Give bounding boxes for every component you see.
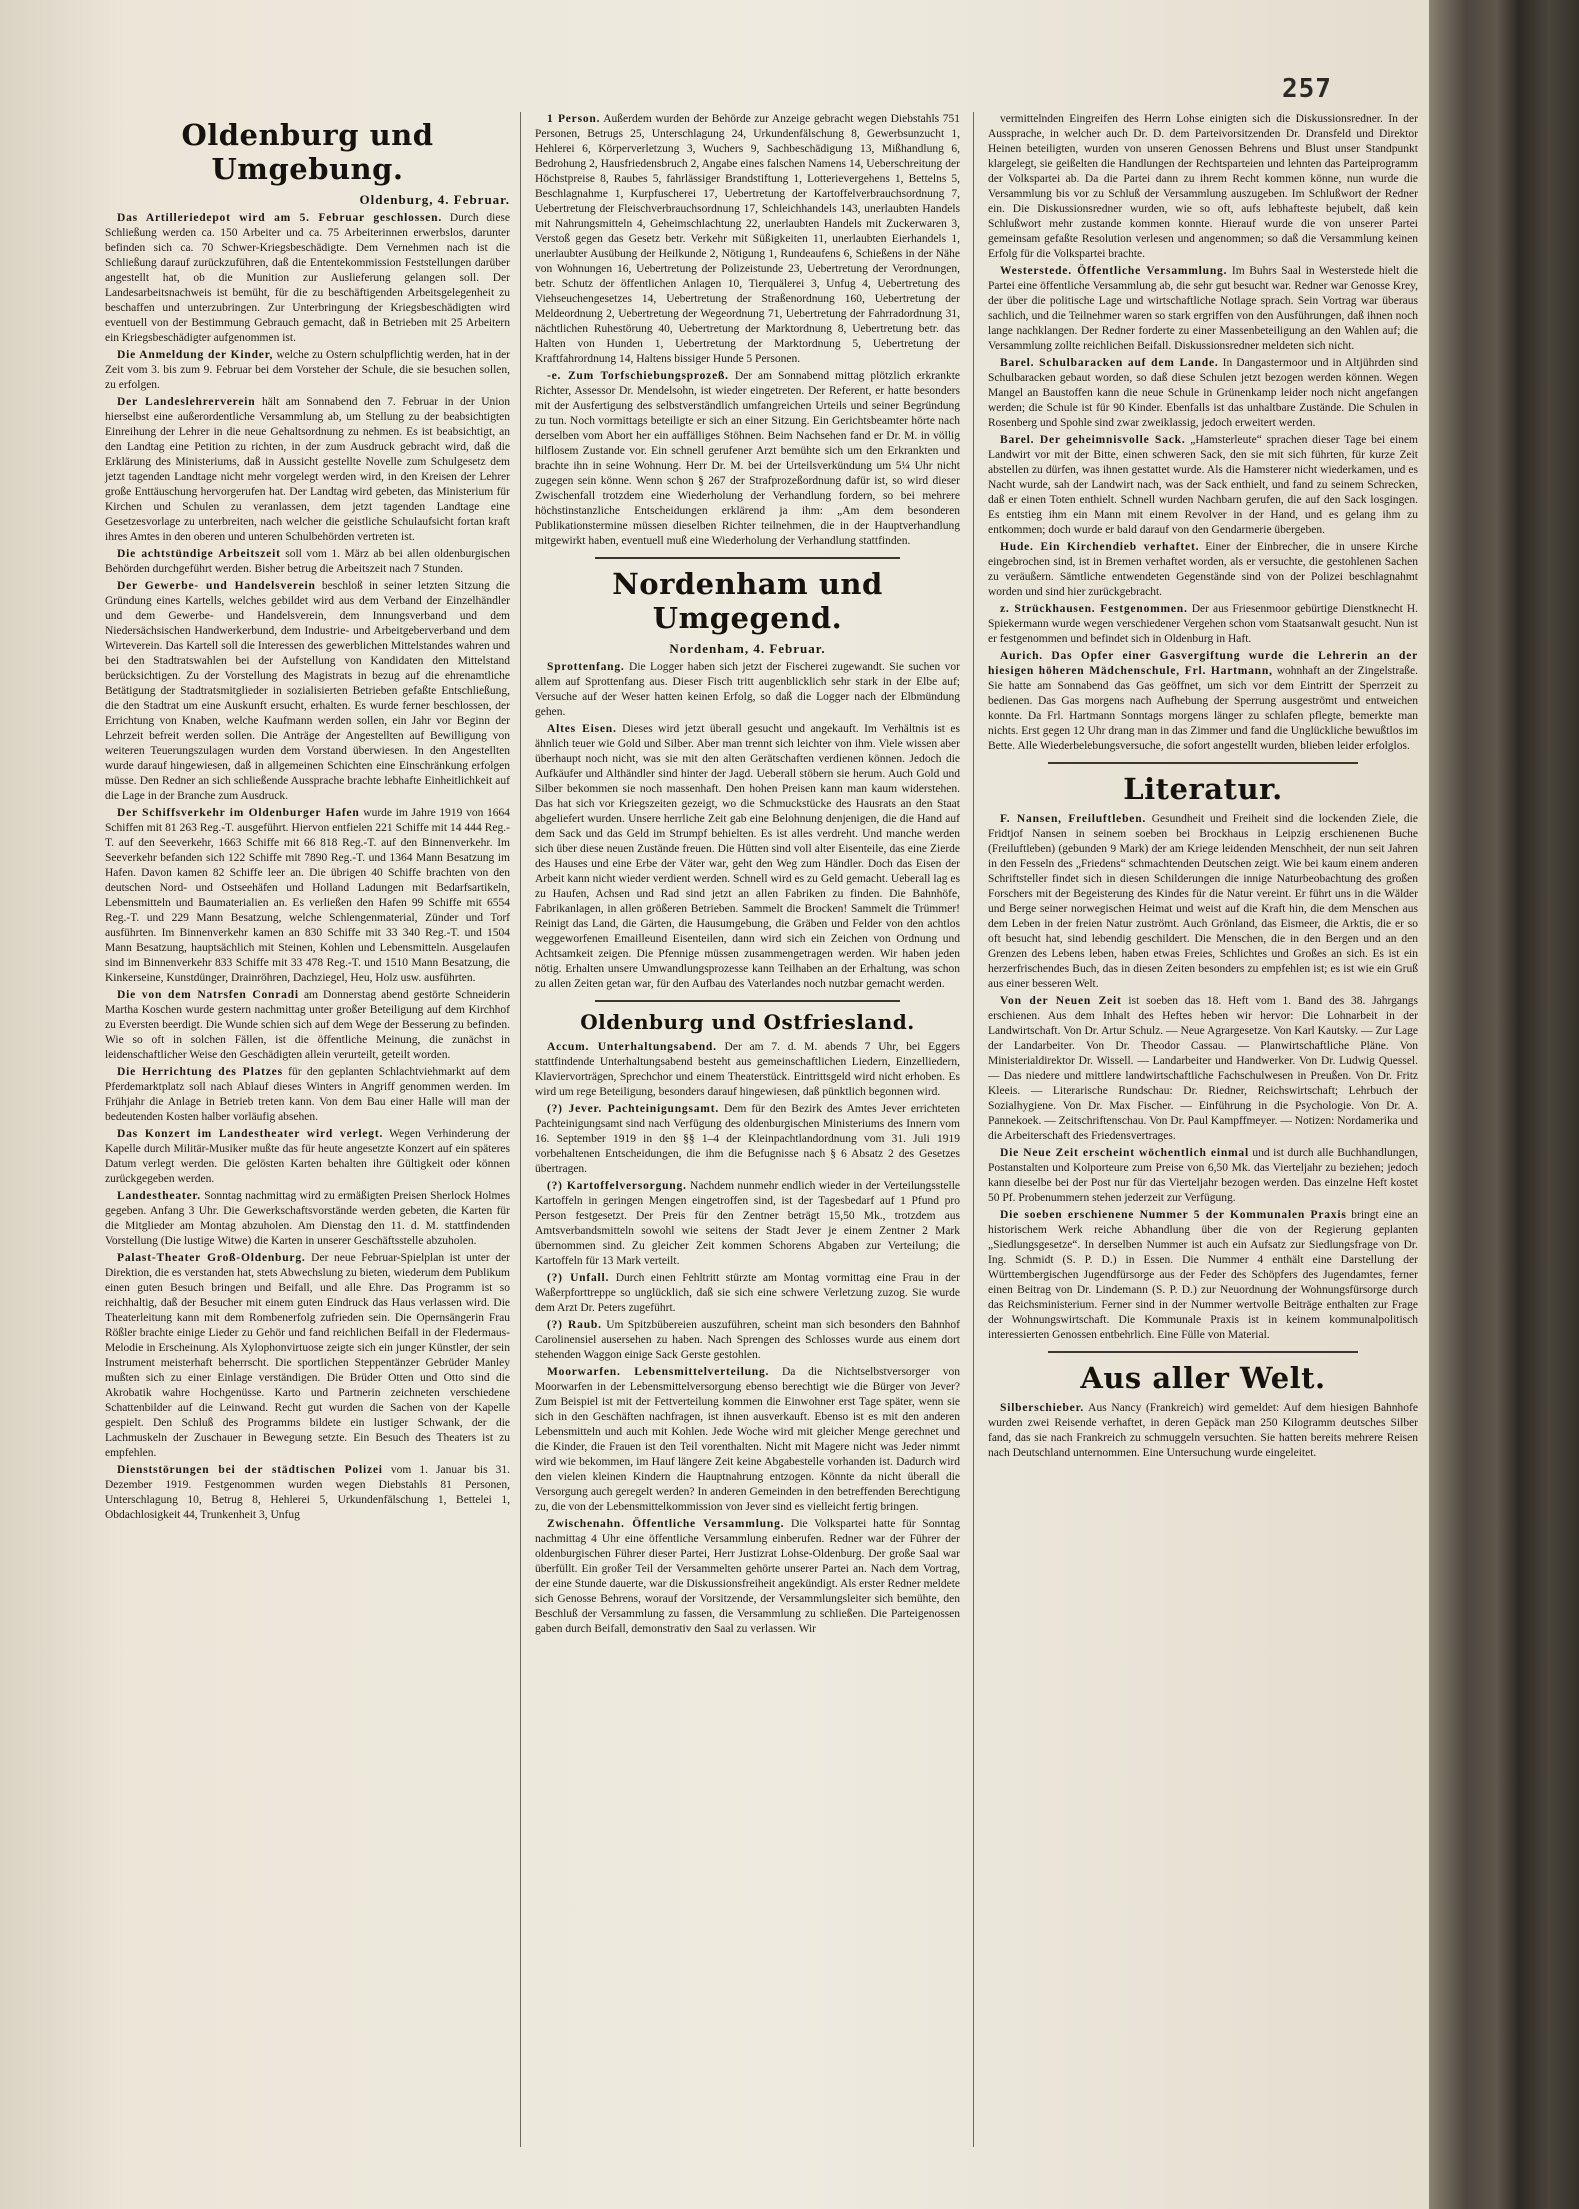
article-text: Im Buhrs Saal in Westerstede hielt die Partei eine öffentliche Versammlung ab, die sehr gut besucht war. Redner war Genosse Krey, der über die politische Lage und wirtschaftliche Notlage sprach. Sein Vortrag war überaus sachlich, und die Teilnehmer waren so stark ergriffen von den Ausführungen, daß ihnen noch lange nachklangen. Der Redner forderte zu einer Massenbeteiligung an den Wahlen auf; die Versammlung zollte reichlichen Beifall. Diskussionsredner meldeten sich nicht. — [988, 265, 1419, 352]
article-paragraph — [535, 369, 960, 549]
book-binding — [1429, 0, 1579, 2209]
article-paragraph — [105, 1189, 510, 1249]
article-paragraph — [535, 1040, 960, 1100]
column-left — [105, 112, 510, 1525]
article-paragraph — [535, 1517, 960, 1637]
article-paragraph — [105, 806, 510, 986]
article-lead: Landestheater. — [117, 1190, 201, 1202]
article-text: bringt eine an historischem Werk reiche Abhandlung über die von der Regierung geplanten „Siedlungsgesetze“. In derselben Nummer ist auch ein Aufsatz zur Siedlungsfrage von Dr. Ing. Schmidt (S. P. D.) in Essen. Die Nummer 4 enthält eine Darstellung der Württembergischen Jugendfürsorge aus der Feder des Schöpfers des Jugendamtes, ferner einen Beitrag von Dr. Lindemann (S. P. D.) zur Neuordnung der Wohnungsfürsorge durch das Reichsministerium. Ferner sind in der Nummer wertvolle Beiträge enthalten zur Frage der Wohnungswirtschaft. Die Kommunale Praxis ist in keinem kommunalpolitisch interessierten Genossen entbehrlich. Eine Fülle von Material. — [988, 1209, 1418, 1341]
article-text: Außerdem wurden der Behörde zur Anzeige gebracht wegen Diebstahls 751 Personen, Betrugs 25, Unterschlagung 24, Urkundenfälschung 8, Gewerbsunzucht 1, Hehlerei 6, Körperverletzung 3, Wuchers 9, Sachbeschädigung 13, Mißhandlung 6, Bedrohung 2, Hausfriedensbruch 2, Angabe eines falschen Namens 14, Ueberschreitung der Höchstpreise 8, Raubes 5, fahrlässiger Brandstiftung 1, Lotterievergehens 1, Bettelns 5, Beschlagnahme 1, Kurpfuscherei 17, Uebertretung der Kartoffelverbrauchsordnung 7, Uebertretung der Fleischverbrauchsordnung 17, Schleichhandels 143, unerlaubten Handels mit Nahrungsmitteln 4, Geheimschlachtung 22, unerlaubten Handels mit Zuckerwaren 3, Verstoß gegen das Gesetz betr. Verkehr mit Süßigkeiten 11, unerlaubten Eierhandels 1, unerlaubter Ausübung der Heilkunde 2, Nötigung 1, Rundeaufens 6, Schießens in der Nähe von Wohnungen 16, Uebertretung der Polizeistunde 23, Uebertretung der Verordnungen, betr. Schutz der öffentlichen Anlagen 10, Tierquälerei 3, Unfug 4, Uebertretung des Viehseuchengesetzes 14, Uebertretung der Straßenordnung 160, Uebertretung der Meldeordnung 2, Uebertretung der Wegeordnung 71, Uebertretung der Fahrradordnung 31, nächtlichen Ruhestörung 40, Uebertretung der Marktordnung 8, Uebertretung betr. das Halten von Hunden 1, Uebertretung der Marktordnung 5, Uebertretung der Kraftfahrordnung 14, Haltens bissiger Hunde 5 Personen. — [535, 113, 960, 365]
article-lead: Die soeben erschienene Nummer 5 der Kommunalen Praxis — [1000, 1209, 1347, 1221]
article-text: In Dangastermoor und in Altjührden sind Schulbaracken gebaut worden, so daß diese Schulen jetzt bezogen werden können. Wegen Mangel an Baustoffen kann die neue Schule in Grünenkamp leider noch nicht angefangen werden; die Schule ist für 90 Kinder. Ebenfalls ist das unhaltbare Zustände. Die Schulen in Rosenberg und Spohle sind zwar zweiklassig, jedoch erweitert werden. — [988, 357, 1419, 429]
article-text: Gesundheit und Freiheit sind die lockenden Ziele, die Fridtjof Nansen in seinem soeben bei Brockhaus in Leipzig erschienenen Buche (Freiluftleben) (gebunden 9 Mark) der am Kriege leidenden Menschheit, der nun seit Jahren in den Fesseln des „Friedens“ schmachtenden Deutschen zeigt. Wie bei kaum einem anderen Schriftsteller findet sich in diesen Schilderungen die innige Naturbeobachtung des großen Forschers mit der Begeisterung des Kindes für die Natur vereint. Er führt uns in die Wälder und Berge seiner norwegischen Heimat und weist auf die Kraft hin, die dem Menschen aus dem Leben in der freien Natur zuströmt. Auch Grönland, das Eismeer, die Arktis, die er so oft besucht hat, sind lebendig geschildert. Die Menschen, die in den Bergen und an den Grenzen des Lebens leben, haben etwas Freies, Schlichtes und Großes an sich. Es ist ein herzerfrischendes Buch, das in diesen Zeiten besonders zu empfehlen ist; es ist wie ein Gruß aus einer besseren Welt. — [988, 813, 1418, 990]
article-lead: (?) Unfall. — [547, 1272, 610, 1284]
article-lead: Barel. Schulbaracken auf dem Lande. — [1000, 357, 1219, 369]
article-paragraph — [988, 994, 1418, 1144]
article-lead: Westerstede. Öffentliche Versammlung. — [1000, 265, 1228, 277]
section-heading: Literatur. — [1123, 772, 1283, 806]
article-paragraph — [535, 1179, 960, 1269]
divider — [595, 1000, 900, 1002]
article-paragraph — [105, 348, 510, 393]
article-lead: Zwischenahn. Öffentliche Versammlung. — [547, 1518, 785, 1530]
article-lead: (?) Kartoffelversorgung. — [547, 1180, 687, 1192]
article-list — [535, 1040, 960, 1637]
article-lead: 1 Person. — [547, 113, 601, 125]
column-middle — [535, 112, 960, 1639]
dateline: Oldenburg, 4. Februar. — [359, 192, 510, 207]
newspaper-page — [95, 70, 1445, 2190]
article-lead: Die Herrichtung des Platzes — [117, 1066, 283, 1078]
article-lead: Von der Neuen Zeit — [1000, 995, 1122, 1007]
article-text: Einer der Einbrecher, die in unsere Kirche eingebrochen sind, ist in Bremen verhaftet worden, als er versuchte, die gestohlenen Sachen zu veräußern. Sämtliche entwendeten Gegenstände sind von der Polizei beschlagnahmt worden und sind hier zurückgebracht. — [988, 541, 1419, 598]
article-lead: Das Artilleriedepot wird am 5. Februar geschlossen. — [117, 212, 443, 224]
article-lead: Sprottenfang. — [547, 661, 625, 673]
article-list — [988, 812, 1418, 1343]
article-paragraph — [988, 649, 1418, 754]
article-lead: Aurich. Das Opfer einer Gasvergiftung wurde die Lehrerin an der hiesigen höheren Mädchenschule, Frl. Hartmann, — [988, 650, 1418, 677]
article-text: Die Volkspartei hatte für Sonntag nachmittag 4 Uhr eine öffentliche Versammlung einberufen. Redner war der Führer der oldenburgischen Führer dieser Partei, Herr Justizrat Lohse-Oldenburg. Der große Saal war überfüllt. Ein großer Teil der Versammelten gehörte unserer Partei an. Nach dem Vortrag, der eine Stunde dauerte, war die Diskussionsfreiheit angekündigt. Als erster Redner meldete sich Genosse Behrens, worauf der Vorsitzende, der Versammlungsleiter sich bemühte, den Beschluß der Versammlung zu fassen, die Versammlung zu schließen. Die Parteigenossen gaben durch Beifall, demonstrativ den Saal zu verlassen. Wir — [535, 1518, 960, 1635]
article-paragraph — [535, 1318, 960, 1363]
article-lead: (?) Raub. — [547, 1319, 602, 1331]
article-lead: F. Nansen, Freiluftleben. — [1000, 813, 1147, 825]
article-text: Durch diese Schließung werden ca. 150 Arbeiter und ca. 75 Arbeiterinnen erwerbslos, darunter befinden sich ca. 70 Schwer-Kriegsbeschädigte. Dem Vernehmen nach ist die Schließung darauf zurückzuführen, daß die Ententekommission Feststellungen darüber angestellt hat, ob die Munition zur Auslieferung gelangen soll. Der Landesarbeitsnachweis ist bemüht, für die zu beschäftigenden Arbeitsgelegenheit zu beschaffen und unterzubringen. Zur Unterbringung der Kriegsbeschädigten wird eventuell von der Bestimmung Gebrauch gemacht, daß in Betrieben mit 25 Arbeitern ein Kriegsbeschädigter aufgenommen ist. — [105, 212, 511, 344]
article-text: vermittelnden Eingreifen des Herrn Lohse einigten sich die Diskussionsredner. In der Aussprache, in welcher auch Dr. D. dem Parteivorsitzenden Dr. Dransfeld und Direktor Heinen beteiligten, wurden von unseren Genossen Behrens und Blust unser Standpunkt klargelegt, sie geißelten die Handlungen der Rechtsparteien und lehnten das Parteiprogramm der Volkspartei ab. Da die Partei dann zu ihrem Recht kommen könne, nun wurde die Versammlung bis vor zu Schluß der Versammlung auszugeben. Im Schlußwort der Redner ein. Die Diskussionsredner wurden, wie so oft, aufs lebhafteste bejubelt, daß kein Schlußwort mehr zustande kommen konnte. Hierauf wurde die von unserer Partei gemeinsam gefaßte Resolution verlesen und angenommen; so daß die Versammlung keinen Erfolg für die Volkspartei brachte. — [988, 113, 1418, 260]
article-lead: Der Gewerbe- und Handelsverein — [117, 580, 316, 592]
divider — [1048, 1351, 1358, 1353]
article-text: Die Logger haben sich jetzt der Fischerei zugewandt. Sie suchen vor allem auf Sprottenfang aus. Dieser Fisch tritt augenblicklich sehr stark in der Elbe auf; Versuche auf der Weser hatten keinen Erfolg, so daß die Logger nach der Elbmündung gehen. — [535, 661, 961, 718]
article-lead: Das Konzert im Landestheater wird verlegt. — [117, 1128, 384, 1140]
article-list — [535, 660, 960, 992]
article-paragraph — [105, 988, 510, 1063]
article-paragraph — [988, 540, 1418, 600]
article-list — [988, 1401, 1418, 1461]
article-paragraph — [988, 112, 1418, 262]
article-text: Um Spitzbübereien auszuführen, scheint man sich besonders den Bahnhof Carolinensiel ausersehen zu haben. Nach Sprengen des Schlosses wurde aus einem dort stehenden Waggon einige Sack Gerste gestohlen. — [535, 1319, 960, 1361]
article-paragraph — [535, 1102, 960, 1177]
article-paragraph — [535, 660, 960, 720]
section-heading: Oldenburg und Ostfriesland. — [580, 1010, 915, 1034]
article-text: wurde im Jahre 1919 von 1664 Schiffen mit 81 263 Reg.-T. ausgeführt. Hiervon entfielen 221 Schiffe mit 14 444 Reg.-T. auf den Seeverkehr, 1663 Schiffe mit 66 818 Reg.-T. auf den Binnenverkehr. Im Seeverkehr befanden sich 122 Schiffe mit 7890 Reg.-T. und 1364 Mann Besatzung im Hafen. Davon kamen 82 Schiffe leer an. Die übrigen 40 Schiffe brachten von den deutschen Nord- und Ostseehäfen und Holland Ladungen mit Bedarfsartikeln, Lebensmitteln und Baumaterialien an. Es verließen den Hafen 99 Schiffe mit 6554 Reg.-T. und 229 Mann Besatzung, welche Schlengenmaterial, Zünder und Torf ausführten. Im Binnenverkehr kamen an 830 Schiffe mit 33 340 Reg.-T. und 1504 Mann Besatzung, hauptsächlich mit Steinen, Kohlen und Lebensmitteln. Ausgelaufen sind im Binnenverkehr 833 Schiffe mit 33 478 Reg.-T. und 1510 Mann Besatzung, die Kinkerseine, Kunstdünger, Drainröhren, Dachziegel, Heu, Holz usw. ausführten. — [105, 807, 511, 984]
article-lead: Der Landeslehrerverein — [117, 396, 256, 408]
article-paragraph — [105, 1251, 510, 1461]
article-text: Dieses wird jetzt überall gesucht und angekauft. Im Verhältnis ist es ähnlich teuer wie Gold und Silber. Aber man trennt sich leichter von ihm. Viele wissen aber überhaupt noch nicht, was sie mit den alten Gerätschaften verdienen können. Jedoch die Aufkäufer und Althändler sind hinter der Jagd. Ueberall stöbern sie herum. Auch Gold und Silber bekommen sie noch massenhaft. Den hohen Preisen kann man kaum widerstehen. Das hat sich vor Kriegszeiten gezeigt, wo die Schmuckstücke des Hausrats an den Staat abgeliefert wurden. Unsere herrliche Zeit gab eine Belohnung denjenigen, die die Hand auf dem Sack und das Geld im Strumpf behielten. Es ist alles verdreht. Und manche werden sich über diese neuen Zustände freuen. Die Hütten sind voll alter Eisenteile, das eine Zierde des Hauses und eine Erbe der Väter war, geht den Weg zum Händler. Doch das Eisen der Arbeit kann nicht wieder verdient werden. Schnell wird es zu Geld gemacht. Ueberall lag es zu Haufen, Achsen und Rad sind jetzt an allen Fabriken zu finden. Die Bahnhöfe, Fabrikanlagen, in allen größeren Betrieben. Sammelt die Brocken! Sammelt die Trümmer! Reinigt das Land, die Gärten, die Hausumgebung, die Gräben und Felder von den achtlos weggeworfenen Emailleund Eisenteilen, dann wird sich ein Zeichen von Ordnung und Achtsamkeit zeigen. Die Pfennige müssen zusammengetragen werden. Wir haben jeden nötig. Erhalten unsere Umwandlungsprozesse kann Teilhaben an der Erhaltung, was schon zu allen Zeiten getan war, für den Aufbau des Vaterlandes noch nutzbar gemacht werden. — [535, 723, 960, 990]
article-list — [535, 112, 960, 549]
article-text: Der am Sonnabend mittag plötzlich erkrankte Richter, Assessor Dr. Mendelsohn, ist wieder eingetreten. Der Referent, er hatte besonders mit der Ausfertigung des selbstverständlich umfangreichen Urteils und seiner Begründung zu tun. Noch vormittags beteiligte er sich an einer Sitzung. Ein Gerichtsbeamter hörte nach derselben vom Abort her ein auffälliges Stöhnen. Beim Nachsehen fand er Dr. M. in völlig hilflosem Zustande vor. Ein schnell gerufener Arzt bemühte sich um den Erkrankten und brachte ihn in seine Wohnung. Herr Dr. M. bei der Urteilsverkündung um 5¼ Uhr nicht zugegen sein könne. Wenn schon § 267 der Strafprozeßordnung dafür ist, so wird dieser Zwischenfall trotzdem eine Wiederholung der Verhandlung fordern, so bei mehrere höchstinstanzliche Entscheidungen erklärend ja ihm: „Am dem besonderen Publikationstermine müssen dieselben Richter teilnehmen, die in der Hauptverhandlung mitgewirkt haben, eventuell muß eine Wiederholung der Verhandlung stattfinden. — [535, 370, 960, 547]
article-paragraph — [535, 1365, 960, 1515]
article-lead: Altes Eisen. — [547, 723, 617, 735]
article-paragraph — [105, 395, 510, 545]
article-text: wohnhaft an der Zingelstraße. Sie hatte am Sonnabend das Gas geöffnet, um sich vor dem Eintritt der Sperrzeit zu bedienen. Das Gas morgens nach Aufhebung der Sperrung ausgeströmt und entweichen konnte. Da Frl. Hartmann Sonntags morgens länger zu schlafen pflegte, bemerkte man nichts. Erst gegen 12 Uhr drang man in das Zimmer und fand die Unglückliche bewußtlos im Bette. Alle Wiederbelebungsversuche, die sofort angestellt wurden, blieben leider erfolglos. — [988, 665, 1419, 752]
article-lead: z. Strückhausen. Festgenommen. — [1000, 603, 1188, 615]
article-paragraph — [988, 1401, 1418, 1461]
article-paragraph — [988, 1208, 1418, 1343]
article-lead: Silberschieber. — [1000, 1402, 1085, 1414]
article-text: Dem für den Bezirk des Amtes Jever errichteten Pachteinigungsamt sind nach Verfügung des oldenburgischen Ministeriums des Innern vom 16. September 1919 in den §§ 1–4 der Kleinpachtlandordnung vom 31. Juli 1919 vorbehaltenen Entscheidungen, die ihm die Befugnisse nach § 6 Absatz 2 des Gesetzes übertragen. — [535, 1103, 960, 1175]
column-right — [988, 112, 1418, 1463]
article-text: Durch einen Fehltritt stürzte am Montag vormittag eine Frau in der Waßerpforttreppe so unglücklich, daß sie sich eine schwere Verletzung zuzog. Sie wurde dem Arzt Dr. Peters zugeführt. — [535, 1272, 960, 1314]
article-text: beschloß in seiner letzten Sitzung die Gründung eines Kartells, welches gebildet wird aus dem Verband der Einzelhändler und dem Gewerbe- und Handelsverein, dem Innungsverband und dem Niedersächsischen Handwerkerbund, dem Industrie- und Arbeitgeberverband und dem Wirteverein. Das Kartell soll die Interessen des gewerblichen Mittelstandes wahren und bei den Stadtratswahlen bei der Aufstellung von Kandidaten den Mittelstand berücksichtigen. Zu der Vorstellung des Magistrats in bezug auf die ehrenamtliche Betätigung der Stadtratsmitglieder in sozialisierten Betrieben gefaßte Entschließung, die den Stadtrat um eine Auskunft ersucht, erhalten. Es wurde ferner beschlossen, der Errichtung von Knaben, welche Kaufmann werden sollen, ein Jahr vor Beginn der Lehrzeit befreit werden sollen. Die Anträge der Angestellten auf Bewilligung von weiteren Teuerungszulagen wurden dem Vorstand überwiesen. In den Angestellten wurde darauf hingewiesen, daß in allgemeinen Schichten eine Einschränkung erfolgen müsse. Den Redner an sich schließende Aussprache brachte lebhafte Einheitlichkeit auf die Lage in der Branche zum Ausdruck. — [105, 580, 511, 802]
column-rule — [520, 112, 521, 2147]
article-list — [105, 211, 510, 1523]
divider — [1048, 762, 1358, 764]
article-text: für den geplanten Schlachtviehmarkt auf dem Pferdemarktplatz soll nach Ablauf dieses Winters in Angriff genommen werden. Im Frühjahr die Anlage in Betrieb treten kann. Von dem Bau einer Halle will man der bedeutenden Kosten halber vorläufig absehen. — [105, 1066, 511, 1123]
article-lead: Hude. Ein Kirchendieb verhaftet. — [1000, 541, 1200, 553]
article-lead: Moorwarfen. Lebensmittelverteilung. — [547, 1366, 770, 1378]
article-text: Der am 7. d. M. abends 7 Uhr, bei Eggers stattfindende Unterhaltungsabend besteht aus gemeinschaftlichen Liedern, Einzelliedern, Klaviervorträgen, Sprechchor und einem Theaterstück. Eintrittsgeld wird nicht erhoben. Es wird um rege Beteiligung, besonders darauf hingewiesen, daß pünktlich begonnen wird. — [535, 1041, 961, 1098]
article-text: hält am Sonnabend den 7. Februar in der Union hierselbst eine außerordentliche Versammlung ab, um Stellung zu der beabsichtigten Einreihung der Lehrer in die neue Gehaltsordnung zu nehmen. Es ist beabsichtigt, an den Landtag eine Petition zu richten, in der zum Ausdruck gebracht wird, daß die Erklärung des Ministeriums, daß in Aussicht gestellte Novelle zum Schulgesetz dem jetzt tagenden Landtage nicht mehr vorgelegt werden wird, in den Kreisen der Lehrer große Enttäuschung hervorgerufen hat. Der Landtag wird gebeten, das Ministerium für Kirchen und Schulen zu veranlassen, dem jetzt tagenden Landtage eine Gesetzesvorlage zu unterbreiten, nach welcher die geistliche Schulaufsicht fortan kraft ihres Amtes in den oberen und unteren Schulbehörden vertreten ist. — [105, 396, 510, 543]
article-text: Der neue Februar-Spielplan ist unter der Direktion, die es verstanden hat, stets Abwechslung zu bieten, wiederum dem Publikum einen guten Besuch bringen und Beifall, und alle Ehre. Das Programm ist so reichhaltig, daß der Besucher mit einem guten Eindruck das Haus verlassen wird. Die Theaterleitung kann mit dem Rombenerfolg zufrieden sein. Die Opernsängerin Frau Rößler brachte einige Lieder zu Gehör und fand reichlichen Beifall in der Fledermaus-Melodie in Erscheinung. Als Xylophonvirtuose zeigte sich ein junger Künstler, der sein Instrument meisterhaft beherrscht. Die sportlichen Steppentänzer Gebrüder Manley mußten sich zu einer Einlage verständigen. Die Brüder Otten und Otto sind die Akrobatik wahre Hochgenüsse. Karto und Partnerin zeichneten verschiedene Schattenbilder auf die Leinwand. Recht gut wurden die Sachen von der Kapelle gespielt. Den Schluß des Programms bildete ein lustiger Schwank, der die Lachmuskeln der Zuschauer in Bewegung setzte. Ein Besuch des Theaters ist zu empfehlen. — [105, 1252, 510, 1459]
section-heading: Oldenburg und Umgebung. — [181, 118, 434, 186]
article-paragraph — [988, 602, 1418, 647]
article-lead: Accum. Unterhaltungsabend. — [547, 1041, 717, 1053]
article-paragraph — [105, 1065, 510, 1125]
article-text: am Donnerstag abend gestörte Schneiderin Martha Koschen wurde gestern nachmittag unter großer Beteiligung auf dem Kirchhof zu Eversten beerdigt. Die Wunde schien sich auf dem Wege der Besserung zu befinden. Wie so oft in solchen Fällen, ist die öffentliche Meinung, die zunächst in leidenschaftlicher Weise den Geschädigten allein verurteilt, geteilt worden. — [105, 989, 511, 1061]
article-lead: Dienststörungen bei der städtischen Polizei — [117, 1464, 383, 1476]
article-paragraph — [988, 1146, 1418, 1206]
article-paragraph — [988, 433, 1418, 538]
article-text: Da die Nichtselbstversorger von Moorwarfen in der Lebensmittelversorgung ebenso berechtigt wie die Bürger von Jever? Zum Beispiel ist mit der Fettverteilung kommen die Einwohner erst Tage später, wenn sie sich in den Geschäften nachfragen, ist ihnen ausverkauft. Ebenso ist es mit den anderen Lebensmitteln und auch mit Kohlen. Jede Woche wird mit gleicher Menge gerechnet und die Kinder, die Frauen ist den Teil vorenthalten. Nicht mit Magere nicht was Jeder nimmt wird wie bekommen, im Hauf längere Zeit keine Abgabestelle vorhanden ist. Dadurch wird den vielen kleinen Kindern die Hauptnahrung entzogen. Könnte da nicht überall die Versorgung auch geregelt werden? In anderen Gemeinden in den betreffenden Berechtigung zu, die von der Lebensmittelkommission von Jever sind es vielleicht fertig bringen. — [535, 1366, 961, 1513]
article-paragraph — [535, 1271, 960, 1316]
article-lead: Die Neue Zeit erscheint wöchentlich einmal — [1000, 1147, 1249, 1159]
page-number: 257 — [1282, 74, 1332, 104]
article-lead: Der Schiffsverkehr im Oldenburger Hafen — [117, 807, 360, 819]
article-text: vom 1. Januar bis 31. Dezember 1919. Festgenommen wurden wegen Diebstahls 81 Personen, Unterschlagung 10, Betrug 8, Hehlerei 5, Urkundenfälschung 1, Bettelei 1, Obdachlosigkeit 44, Trunkenheit 3, Unfug — [105, 1464, 510, 1521]
article-paragraph — [535, 722, 960, 992]
article-text: ist soeben das 18. Heft vom 1. Band des 38. Jahrgangs erschienen. Aus dem Inhalt des Heftes heben wir hervor: Die Lohnarbeit in der Landwirtschaft. Von Dr. Artur Schulz. — Neue Agrargesetze. Von Karl Kautsky. — Zur Lage der Landarbeiter. Von Dr. Theodor Cassau. — Planwirtschaftliche Pläne. Von Ministerialdirektor Dr. Wissell. — Landarbeiter und Handwerker. Von Dr. Ludwig Quessel. — Das niedere und mittlere landwirtschaftliche Fachschulwesen in Preußen. Von Dr. Fritz Kleeis. — Literarische Rundschau: Dr. Riedner, Reichswirtschaft; Lehrbuch der Sozialhygiene. Von Dr. Max Fischer. — Einführung in die Psychologie. Von Dr. A. Pannekoek. — Zeitschriftenschau. Von Dr. Paul Kampffmeyer. — Notizen: Nordamerika und die Arbeiterschaft des Friedensvertrages. — [988, 995, 1418, 1142]
article-text: Der aus Friesenmoor gebürtige Dienstknecht H. Spiekermann wurde wegen verschiedener Vergehen schon vom Staatsanwalt gesucht. Nun ist er festgenommen und befindet sich in Oldenburg in Haft. — [988, 603, 1419, 645]
divider — [595, 557, 900, 559]
column-rule — [973, 112, 974, 2147]
article-paragraph — [535, 112, 960, 367]
article-lead: Die Anmeldung der Kinder, — [117, 349, 274, 361]
article-paragraph — [988, 264, 1418, 354]
article-text: Sonntag nachmittag wird zu ermäßigten Preisen Sherlock Holmes gegeben. Anfang 3 Uhr. Die Gewerkschaftsvorstände werden gebeten, die Karten für die Mitglieder am Montag abzuholen. Am Dienstag den 11. d. M. stattfindenden Vorstellung (Die lustige Witwe) die Karten in unserer Geschäftsstelle abzuholen. — [105, 1190, 510, 1247]
article-paragraph — [105, 579, 510, 804]
article-text: und ist durch alle Buchhandlungen, Postanstalten und Kolporteure zum Preise von 6,50 Mk. das Vierteljahr zu beziehen; jedoch kann dieselbe bei der Post nur für das Vierteljahr bezogen werden. Das einzelne Heft kostet 50 Pf. Probenummern stehen jederzeit zur Verfügung. — [988, 1147, 1418, 1204]
article-text: „Hamsterleute“ sprachen dieser Tage bei einem Landwirt vor mit der Bitte, einen schweren Sack, den sie mit sich führten, für kurze Zeit abstellen zu dürfen, was ihnen gestattet wurde. Als die Hamsterer nicht wiederkamen, und es Nacht wurde, sah der Landwirt nach, was der Sack enthielt, und fand zu seinem Schrecken, daß er einen Toten enthielt. Schnell wurden Nachbarn gerufen, die auf den Sack losgingen. Es entstieg ihm ein Mann mit einem Revolver in der Hand, und es gelang ihm zu entkommen; doch wurde er bald darauf von den Gendarmerie übergeben. — [988, 434, 1418, 536]
article-lead: -e. Zum Torfschiebungsprozeß. — [547, 370, 729, 382]
article-lead: (?) Jever. Pachteinigungsamt. — [547, 1103, 719, 1115]
article-list — [988, 112, 1418, 754]
article-paragraph — [988, 356, 1418, 431]
article-paragraph — [988, 812, 1418, 992]
article-text: Wegen Verhinderung der Kapelle durch Militär-Musiker mußte das für heute angesetzte Konzert auf ein späteres Datum verlegt werden. Die gelösten Karten behalten ihre Gültigkeit oder können zurückgegeben werden. — [105, 1128, 511, 1185]
article-paragraph — [105, 1463, 510, 1523]
article-lead: Die achtstündige Arbeitszeit — [117, 548, 281, 560]
article-text: welche zu Ostern schulpflichtig werden, hat in der Zeit vom 3. bis zum 9. Februar bei dem Vorsteher der Schule, die sie besuchen sollen, zu erfolgen. — [105, 349, 511, 391]
article-lead: Barel. Der geheimnisvolle Sack. — [1000, 434, 1186, 446]
section-heading: Aus aller Welt. — [1080, 1361, 1326, 1395]
article-paragraph — [105, 211, 510, 346]
article-text: Nachdem nunmehr endlich wieder in der Verteilungsstelle Kartoffeln in geringen Mengen eingetroffen sind, ist der Tagesbedarf auf 1 Pfund pro Person festgesetzt. Der Preis für den Zentner beträgt 15,50 Mk., trotzdem aus Amtsverbandsmitteln sowohl wie seitens der Stadt Jever je einem Zentner 2 Mark übernommen sind. Zu gleicher Zeit kommen Schorens Abgaben zur Verteilung; die Kartoffeln für 13 Mark verteilt. — [535, 1180, 961, 1267]
dateline: Nordenham, 4. Februar. — [669, 641, 826, 656]
article-lead: Die von dem Natrsfen Conradi — [117, 989, 299, 1001]
article-paragraph — [105, 547, 510, 577]
article-lead: Palast-Theater Groß-Oldenburg. — [117, 1252, 306, 1264]
article-text: Aus Nancy (Frankreich) wird gemeldet: Auf dem hiesigen Bahnhofe wurden zwei Reisende verhaftet, in deren Gepäck man 250 Kilogramm deutsches Silber fand, das sie nach Frankreich zu schmuggeln versuchten. Sie hatten bereits mehrere Reisen nach Deutschland unternommen. Eine Untersuchung wurde eingeleitet. — [988, 1402, 1418, 1459]
article-paragraph — [105, 1127, 510, 1187]
article-text: soll vom 1. März ab bei allen oldenburgischen Behörden durchgeführt werden. Bisher betrug die Arbeitszeit nach 7 Stunden. — [105, 548, 510, 575]
section-heading: Nordenham und Umgegend. — [612, 567, 883, 635]
